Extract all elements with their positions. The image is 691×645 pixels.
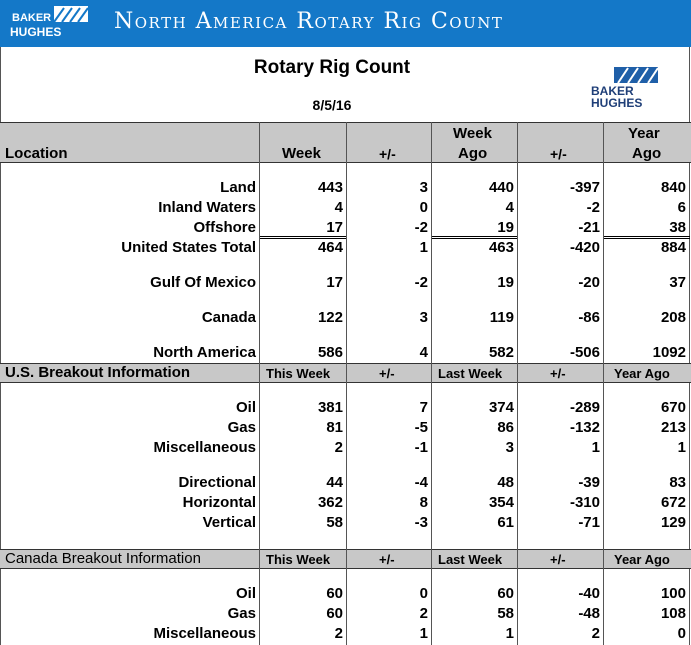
row-label: Miscellaneous xyxy=(153,625,256,642)
cell-diff2: -2 xyxy=(586,199,600,216)
cell-week: 17 xyxy=(326,274,343,291)
cell-week: 122 xyxy=(317,309,343,326)
cell-year-ago: 670 xyxy=(660,399,686,416)
cell-diff2: -506 xyxy=(569,344,600,361)
cell-diff1: 2 xyxy=(419,605,428,622)
cell-diff1: -2 xyxy=(414,219,428,236)
row-label: Canada xyxy=(201,309,256,326)
col-header-week: Week xyxy=(282,145,321,162)
column-divider xyxy=(517,122,518,645)
cell-week: 362 xyxy=(317,494,343,511)
cell-diff1: -4 xyxy=(414,474,428,491)
column-divider xyxy=(346,122,347,645)
cell-year-ago: 1092 xyxy=(652,344,686,361)
cell-diff2: -39 xyxy=(578,474,600,491)
cell-week-ago: 119 xyxy=(489,309,514,326)
cell-year-ago: 208 xyxy=(660,309,686,326)
col-header-year-ago-1: Year xyxy=(628,125,660,142)
cell-year-ago: 100 xyxy=(660,585,686,602)
col-header-week-ago-2: Ago xyxy=(458,145,488,162)
cell-year-ago: 108 xyxy=(660,605,686,622)
cell-diff2: -289 xyxy=(569,399,600,416)
cell-week-ago: 463 xyxy=(488,239,514,256)
cell-diff2: -397 xyxy=(569,179,600,196)
column-divider xyxy=(603,122,604,645)
cell-week-ago: 374 xyxy=(488,399,514,416)
cell-week: 443 xyxy=(317,179,343,196)
cell-year-ago: 672 xyxy=(660,494,686,511)
canada-col-this-week: This Week xyxy=(266,552,331,567)
cell-diff2: 1 xyxy=(591,439,600,456)
cell-year-ago: 840 xyxy=(660,179,686,196)
cell-year-ago: 884 xyxy=(660,239,686,256)
cell-week: 586 xyxy=(317,344,343,361)
row-label: Directional xyxy=(178,474,256,491)
cell-year-ago: 6 xyxy=(677,199,686,216)
cell-week-ago: 3 xyxy=(505,439,514,456)
cell-week-ago: 19 xyxy=(497,274,514,291)
col-header-week-ago-1: Week xyxy=(453,125,492,142)
column-divider xyxy=(431,122,432,645)
cell-diff2: -71 xyxy=(578,514,600,531)
page-banner xyxy=(0,0,691,47)
cell-diff1: -3 xyxy=(414,514,428,531)
cell-week: 81 xyxy=(326,419,343,436)
col-header-year-ago-2: Ago xyxy=(632,145,662,162)
cell-week-ago: 86 xyxy=(497,419,514,436)
cell-diff1: 0 xyxy=(419,199,428,216)
total-underline xyxy=(604,236,690,237)
row-label: Offshore xyxy=(193,219,256,236)
canada-col-last-week: Last Week xyxy=(438,552,503,567)
row-label: Vertical xyxy=(202,514,256,531)
cell-week: 381 xyxy=(317,399,343,416)
cell-diff2: -48 xyxy=(578,605,600,622)
cell-week-ago: 354 xyxy=(488,494,514,511)
row-label: North America xyxy=(153,344,256,361)
total-underline xyxy=(260,236,346,237)
cell-week-ago: 48 xyxy=(497,474,514,491)
row-label: Gulf Of Mexico xyxy=(150,274,256,291)
total-underline xyxy=(432,238,517,239)
cell-year-ago: 38 xyxy=(669,219,686,236)
us-col-year-ago: Year Ago xyxy=(614,366,670,381)
baker-hughes-logo xyxy=(6,5,92,41)
cell-diff2: -310 xyxy=(569,494,600,511)
total-underline xyxy=(432,236,517,237)
row-label: Miscellaneous xyxy=(153,439,256,456)
cell-diff1: 3 xyxy=(419,179,428,196)
us-col-diff2: +/- xyxy=(550,366,566,381)
us-col-this-week: This Week xyxy=(266,366,331,381)
cell-diff1: 7 xyxy=(419,399,428,416)
canada-col-diff2: +/- xyxy=(550,552,566,567)
cell-week-ago: 4 xyxy=(505,199,514,216)
cell-year-ago: 0 xyxy=(677,625,686,642)
cell-week-ago: 58 xyxy=(497,605,514,622)
cell-diff1: 4 xyxy=(419,344,428,361)
cell-diff1: 1 xyxy=(419,625,428,642)
cell-diff1: -1 xyxy=(414,439,428,456)
cell-week: 4 xyxy=(334,199,343,216)
canada-col-year-ago: Year Ago xyxy=(614,552,670,567)
cell-diff2: 2 xyxy=(591,625,600,642)
total-underline xyxy=(260,238,346,239)
logo2-text-line1: BAKER xyxy=(591,84,634,98)
col-header-diff2: +/- xyxy=(550,146,567,162)
cell-week: 17 xyxy=(326,219,343,236)
cell-week: 58 xyxy=(326,514,343,531)
row-label: Horizontal xyxy=(182,494,256,511)
cell-week: 464 xyxy=(317,239,343,256)
row-label: Oil xyxy=(235,585,256,602)
cell-week-ago: 1 xyxy=(505,625,514,642)
canada-col-diff1: +/- xyxy=(379,552,395,567)
row-label: Land xyxy=(220,179,256,196)
column-divider xyxy=(259,122,260,645)
cell-week: 44 xyxy=(326,474,343,491)
cell-diff2: -132 xyxy=(569,419,600,436)
cell-week-ago: 582 xyxy=(488,344,514,361)
cell-year-ago: 83 xyxy=(669,474,686,491)
cell-week: 60 xyxy=(326,585,343,602)
cell-year-ago: 213 xyxy=(660,419,686,436)
row-label: Oil xyxy=(235,399,256,416)
cell-year-ago: 1 xyxy=(677,439,686,456)
canada-breakout-title: Canada Breakout Information xyxy=(5,550,201,567)
cell-diff2: -86 xyxy=(578,309,600,326)
cell-week-ago: 60 xyxy=(497,585,514,602)
logo-text-line2: HUGHES xyxy=(10,25,62,39)
cell-diff2: -420 xyxy=(569,239,600,256)
report-title: Rotary Rig Count xyxy=(253,57,411,78)
logo2-text-line2: HUGHES xyxy=(591,96,643,108)
cell-diff1: 3 xyxy=(419,309,428,326)
row-label: United States Total xyxy=(121,239,256,256)
row-label: Gas xyxy=(227,419,256,436)
report-date: 8/5/16 xyxy=(312,97,352,113)
cell-diff1: -2 xyxy=(414,274,428,291)
cell-diff1: -5 xyxy=(414,419,428,436)
cell-year-ago: 129 xyxy=(660,514,686,531)
us-col-last-week: Last Week xyxy=(438,366,503,381)
cell-diff1: 1 xyxy=(419,239,428,256)
cell-week-ago: 440 xyxy=(488,179,514,196)
cell-week-ago: 19 xyxy=(497,219,514,236)
cell-week: 2 xyxy=(334,439,343,456)
cell-week: 60 xyxy=(326,605,343,622)
cell-year-ago: 37 xyxy=(669,274,686,291)
baker-hughes-logo xyxy=(588,66,664,108)
cell-week-ago: 61 xyxy=(497,514,514,531)
us-breakout-title: U.S. Breakout Information xyxy=(5,364,191,381)
col-header-diff1: +/- xyxy=(379,146,396,162)
logo-text-line1: BAKER xyxy=(12,12,52,24)
cell-diff2: -40 xyxy=(578,585,600,602)
cell-diff1: 8 xyxy=(419,494,428,511)
col-header-location: Location xyxy=(5,145,68,162)
row-label: Gas xyxy=(227,605,256,622)
cell-diff1: 0 xyxy=(419,585,428,602)
banner-title: North America Rotary Rig Count xyxy=(114,9,504,34)
row-label: Inland Waters xyxy=(158,199,256,216)
cell-diff2: -20 xyxy=(578,274,600,291)
total-underline xyxy=(604,238,690,239)
cell-diff2: -21 xyxy=(578,219,600,236)
us-col-diff1: +/- xyxy=(379,366,395,381)
cell-week: 2 xyxy=(334,625,343,642)
